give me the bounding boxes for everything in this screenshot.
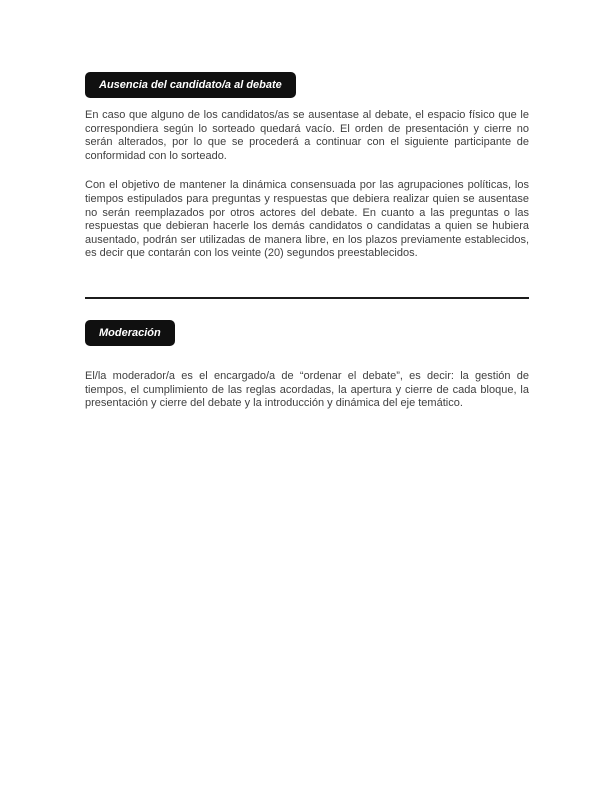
section-divider (85, 297, 529, 299)
section-heading-row (85, 72, 529, 98)
document-content (85, 0, 529, 411)
paragraph-ausencia-1: En caso que alguno de los candidatos/as se ausentase al debate, el espacio físico que le correspondiera según lo sorteado quedará vacío. El orden de presentación y cierre no serán alterados, por lo que se procederá a continuar con el siguiente participante de conformidad con lo sorteado. (85, 109, 529, 162)
paragraph-moderacion-1: El/la moderador/a es el encargado/a de “ordenar el debate”, es decir: la gestión de tiempos, el cumplimiento de las reglas acordadas, la apertura y cierre de cada bloque, la presentación y cierre del debate y la introducción y dinámica del eje temático. (85, 369, 529, 410)
section-heading-badge-ausencia: Ausencia del candidato/a al debate (85, 72, 296, 98)
section-heading-row (85, 320, 529, 346)
paragraph-ausencia-2: Con el objetivo de mantener la dinámica consensuada por las agrupaciones políticas, los tiempos estipulados para preguntas y respuestas que debiera realizar quien se ausentase no serán reemplazados por otros actores del debate. En cuanto a las preguntas o las respuestas que debieran hacerle los demás candidatos o candidatas a quien se hubiera ausentado, podrán ser utilizadas de manera libre, en los plazos previamente establecidos, es decir que contarán con los veinte (20) segundos preestablecidos. (85, 179, 529, 260)
section-heading-badge-moderacion: Moderación (85, 320, 175, 346)
